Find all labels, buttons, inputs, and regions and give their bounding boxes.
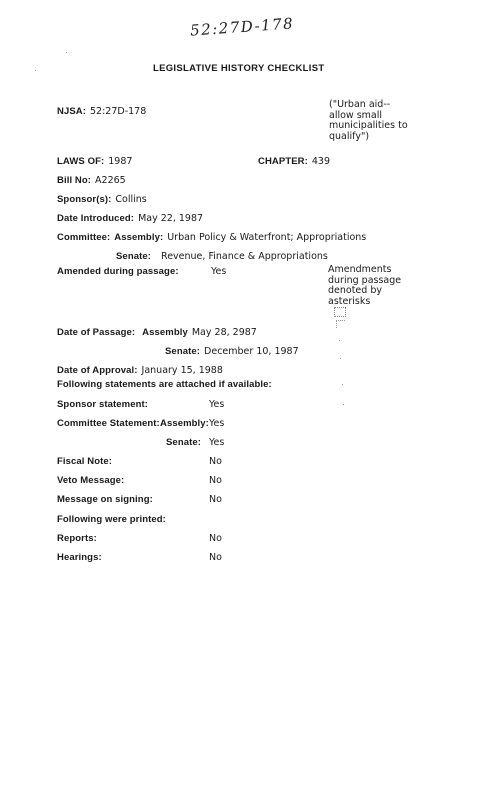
laws-of-label: LAWS OF:: [57, 156, 105, 167]
committee-statement-assembly-value: Yes: [209, 418, 225, 429]
scan-speck: [66, 52, 67, 53]
approval-value: January 15, 1988: [141, 365, 223, 376]
committee-statement-label: Committee Statement:: [57, 418, 160, 429]
sponsor-statement-value: Yes: [209, 399, 225, 410]
date-introduced-label: Date Introduced:: [57, 213, 135, 224]
bill-no-label: Bill No:: [57, 175, 92, 186]
passage-senate-value: December 10, 1987: [204, 346, 299, 357]
scan-speck: [35, 70, 36, 71]
njsa-label: NJSA:: [57, 106, 87, 117]
page-title: LEGISLATIVE HISTORY CHECKLIST: [153, 63, 325, 74]
approval-row: [57, 360, 223, 378]
committee-senate-label: Senate:: [116, 251, 152, 262]
sponsors-row: [57, 189, 147, 207]
bill-no-value: A2265: [95, 175, 126, 186]
amended-value: Yes: [211, 266, 227, 277]
scan-speck: [339, 340, 340, 341]
date-introduced-value: May 22, 1987: [138, 213, 204, 224]
chapter-row: [258, 151, 330, 169]
passage-assembly-row: [57, 322, 257, 340]
message-signing-label: Message on signing:: [57, 494, 153, 505]
amended-note: Amendments during passage denoted by asterisks: [328, 264, 402, 307]
committee-assembly-label: Assembly:: [114, 232, 164, 243]
handwritten-statute-number: 52:27D-178: [189, 14, 295, 40]
passage-assembly-label: Assembly: [142, 327, 188, 338]
njsa-row: [57, 101, 146, 119]
hearings-value: No: [209, 552, 222, 563]
sponsors-value: Collins: [115, 194, 147, 205]
reports-label: Reports:: [57, 533, 97, 544]
fiscal-note-label: Fiscal Note:: [57, 456, 113, 467]
passage-senate-label: Senate:: [165, 346, 201, 357]
committee-statement-senate-label: Senate:: [166, 437, 202, 448]
njsa-note: ("Urban aid--allow small municipalities to qualify"): [329, 99, 408, 142]
date-introduced-row: [57, 208, 203, 226]
passage-assembly-value: May 28, 2987: [191, 327, 257, 338]
veto-message-label: Veto Message:: [57, 475, 125, 486]
passage-senate-row: [165, 341, 299, 359]
veto-message-value: No: [209, 475, 222, 486]
scan-mark: [334, 307, 346, 317]
scan-mark: [336, 320, 345, 328]
laws-of-row: [57, 151, 132, 169]
chapter-label: CHAPTER:: [258, 156, 308, 167]
approval-label: Date of Approval:: [57, 365, 138, 376]
scan-speck: [340, 358, 341, 359]
hearings-label: Hearings:: [57, 552, 102, 563]
reports-value: No: [209, 533, 222, 544]
scan-speck: [342, 384, 343, 385]
committee-assembly-row: [57, 227, 366, 245]
amended-label: Amended during passage:: [57, 266, 179, 277]
committee-senate-row: [116, 246, 328, 264]
sponsors-label: Sponsor(s):: [57, 194, 112, 205]
committee-label: Committee:: [57, 232, 111, 243]
printed-heading: Following were printed:: [57, 514, 166, 525]
committee-assembly-value: Urban Policy & Waterfront; Appropriations: [167, 232, 367, 243]
sponsor-statement-label: Sponsor statement:: [57, 399, 149, 410]
bill-no-row: [57, 170, 126, 188]
njsa-value: 52:27D-178: [90, 106, 147, 117]
fiscal-note-value: No: [209, 456, 222, 467]
passage-label: Date of Passage:: [57, 327, 136, 338]
scan-speck: [343, 404, 344, 405]
statements-heading: Following statements are attached if available:: [57, 379, 272, 390]
committee-statement-assembly-label: Assembly:: [160, 418, 209, 429]
laws-of-value: 1987: [108, 156, 133, 167]
chapter-value: 439: [311, 156, 331, 167]
committee-senate-value: Revenue, Finance & Appropriations: [161, 251, 328, 262]
message-signing-value: No: [209, 494, 222, 505]
committee-statement-senate-value: Yes: [209, 437, 225, 448]
